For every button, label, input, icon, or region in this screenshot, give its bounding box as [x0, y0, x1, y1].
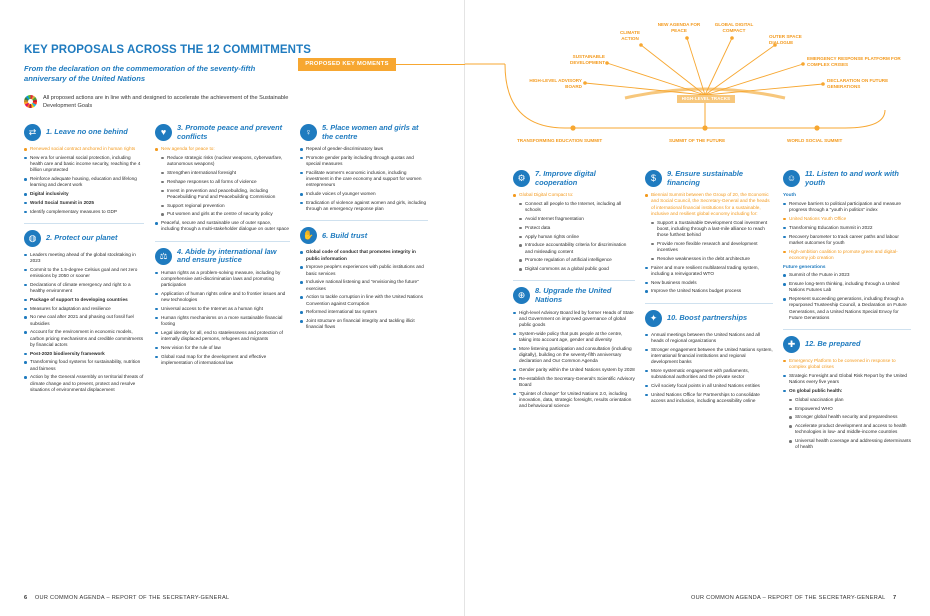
proposal-item: Reinforce adequate housing, education and lifelong learning and decent work: [24, 176, 144, 188]
network-icon: ⚙: [513, 170, 530, 187]
proposal-item: Identify complementary measures to GDP: [24, 209, 144, 215]
page-number: 6: [24, 595, 28, 601]
arc-label-advisory-board: HIGH-LEVEL ADVISORY BOARD: [529, 78, 582, 89]
proposal-item: Reformed international tax system: [300, 309, 428, 315]
proposal-item: More systematic engagement with parliaments, subnational authorities and the private sector: [645, 368, 773, 380]
commitment-title: 12. Be prepared: [805, 339, 861, 349]
proposal-item: Empowered WHO: [783, 406, 911, 412]
proposal-item: Apply human rights online: [513, 234, 635, 240]
proposal-item: New business models: [645, 280, 773, 286]
sdg-wheel-icon: [24, 95, 37, 108]
sdg-note-text: All proposed actions are in line with and designed to accelerate the achievement of the Sustainable Development Goals: [43, 95, 289, 109]
arc-label-emergency-platform: EMERGENCY RESPONSE PLATFORM FOR COMPLEX CRISES: [807, 56, 901, 67]
shuffle-icon: ⇄: [24, 124, 41, 141]
commitment-header: [645, 170, 773, 187]
commitment-title: 11. Listen to and work with youth: [805, 169, 899, 187]
proposal-item: New agenda for peace to:: [155, 146, 290, 152]
right-column-3: [783, 170, 911, 459]
commitment-header: [513, 170, 635, 187]
proposal-item: Joint structure on financial integrity and tackling illicit financial flows: [300, 318, 428, 330]
proposal-list: [513, 310, 635, 410]
handshake2-icon: ✦: [645, 310, 662, 327]
shield-icon: ✚: [783, 336, 800, 353]
proposal-item: Human rights mechanisms on a more sustainable financial footing: [155, 315, 290, 327]
proposal-item: Human rights as a problem-solving measure, including by comprehensive anti-discrimination laws and promoting participation: [155, 270, 290, 289]
footer-text: OUR COMMON AGENDA – REPORT OF THE SECRETARY-GENERAL: [691, 595, 886, 601]
proposal-item: Global Digital Compact to:: [513, 192, 635, 198]
proposal-item: Protect data: [513, 225, 635, 231]
proposal-item: Strengthen international foresight: [155, 170, 290, 176]
proposal-item: Package of support to developing countries: [24, 297, 144, 303]
proposal-item: Promote gender parity including through quotas and special measures: [300, 155, 428, 167]
proposal-list: [24, 146, 144, 215]
proposal-item: Declarations of climate emergency and right to a healthy environment: [24, 282, 144, 294]
proposal-list: [783, 358, 911, 451]
proposal-item: Repeal of gender-discriminatory laws: [300, 146, 428, 152]
proposal-item: High-level Advisory Board led by former Heads of State and Government on improved governance of global public goods: [513, 310, 635, 329]
proposal-item: Digital inclusivity: [24, 191, 144, 197]
proposal-item: Provide more flexible research and development incentives: [645, 241, 773, 253]
commitment-title: 7. Improve digital cooperation: [535, 169, 596, 187]
proposal-item: Global code of conduct that promotes integrity in public information: [300, 249, 428, 261]
ray-lines: [585, 38, 823, 95]
proposal-item: Facilitate women's economic inclusion, including investment in the care economy and support for women entrepreneurs: [300, 170, 428, 189]
high-level-tracks-label: HIGH-LEVEL TRACKS: [677, 95, 735, 103]
proposal-item: Post-2020 biodiversity framework: [24, 351, 144, 357]
proposal-item: Global vaccination plan: [783, 397, 911, 403]
commitment-header: [645, 310, 773, 327]
proposal-list: [645, 192, 773, 294]
proposal-item: Represent succeeding generations, including through a repurposed Trusteeship Council, a Declaration on Future Generations, and a United Nations Special Envoy for Future Generations: [783, 296, 911, 321]
proposal-item: On global public health:: [783, 388, 911, 394]
proposal-item: Invest in prevention and peacebuilding, including Peacebuilding Fund and Peacebuilding Commission: [155, 188, 290, 200]
globe-icon: ◍: [24, 230, 41, 247]
proposal-item: Stronger global health security and preparedness: [783, 414, 911, 420]
proposal-item: Reduce strategic risks (nuclear weapons, cyberwarfare, autonomous weapons): [155, 155, 290, 167]
proposal-item: Remove barriers to political participation and measure progress through a "youth in politics" index: [783, 201, 911, 213]
proposal-item: Ensure long-term thinking, including through a United Nations Futures Lab: [783, 281, 911, 293]
proposal-item: Transforming food systems for sustainability, nutrition and fairness: [24, 359, 144, 371]
commitment-11: [783, 170, 911, 321]
arc-label-climate-action: CLIMATE ACTION: [619, 30, 641, 41]
commitment-title: 1. Leave no one behind: [46, 127, 128, 137]
commitment-title: 5. Place women and girls at the centre: [322, 123, 419, 141]
divider: [783, 329, 911, 330]
proposal-item: Account for the environment in economic models, carbon pricing mechanisms and credible commitments by financial actors: [24, 329, 144, 348]
commitment-header: [783, 170, 911, 187]
proposal-item: Biennial Summit between the Group of 20, the Economic and Social Council, the Secretary-General and the heads of international financial institutions for a sustainable, inclusive and resilient global economy including for:: [645, 192, 773, 217]
proposal-item: Transforming Education Summit in 2022: [783, 225, 911, 231]
proposal-list: [513, 192, 635, 272]
commitment-header: [155, 248, 290, 265]
summit-education: TRANSFORMING EDUCATION SUMMIT: [517, 138, 603, 143]
proposal-item: World Social Summit in 2025: [24, 200, 144, 206]
proposal-list: [155, 270, 290, 366]
commitment-header: [155, 124, 290, 141]
commitment-7: [513, 170, 635, 272]
proposal-item: High-ambition coalition to promote green and digital-economy job creation: [783, 249, 911, 261]
commitment-4: [155, 248, 290, 366]
commitment-header: [300, 227, 428, 244]
commitment-6: [300, 227, 428, 330]
proposal-item: Inclusive national listening and "envisioning the future" exercises: [300, 279, 428, 291]
proposal-list: [645, 332, 773, 404]
commitment-title: 9. Ensure sustainable financing: [667, 169, 743, 187]
proposal-item: New vision for the rule of law: [155, 345, 290, 351]
proposal-item: Put women and girls at the centre of security policy: [155, 211, 290, 217]
proposal-item: Legal identity for all, end to statelessness and protection of internally displaced persons, refugees and migrants: [155, 330, 290, 342]
proposal-item: Action by the General Assembly on territorial threats of climate change and to prevent, protect and resolve situations of environmental displacement: [24, 374, 144, 393]
proposal-item: System-wide policy that puts people at the centre, taking into account age, gender and diversity: [513, 331, 635, 343]
footer-text: OUR COMMON AGENDA – REPORT OF THE SECRETARY-GENERAL: [34, 595, 230, 601]
divider: [24, 223, 144, 224]
proposal-item: Stronger engagement between the United Nations system, international financial institutions and regional development banks: [645, 347, 773, 366]
commitment-9: [645, 170, 773, 295]
arc-label-outer-space: OUTER SPACE DIALOGUE: [769, 34, 802, 45]
commitment-1: [24, 124, 144, 215]
proposal-list: [155, 146, 290, 232]
people-icon: ☺: [783, 170, 800, 187]
proposal-item: Improve the United Nations budget process: [645, 288, 773, 294]
proposal-list: [783, 192, 911, 321]
proposal-list: [300, 249, 428, 330]
proposal-item: No new coal after 2021 and phasing out fossil fuel subsidies: [24, 314, 144, 326]
proposal-item: Resolve weaknesses in the debt architecture: [645, 256, 773, 262]
divider: [300, 220, 428, 221]
proposal-item: Application of human rights online and to frontier issues and new technologies: [155, 291, 290, 303]
left-column-1: [24, 124, 144, 401]
page-subtitle: From the declaration on the commemoration of the seventy-fifth anniversary of the United Nations: [24, 64, 256, 83]
right-column-1: [513, 170, 635, 417]
proposal-item: Improve people's experiences with public institutions and basic services: [300, 264, 428, 276]
right-column-2: [645, 170, 773, 412]
proposal-item: New era for universal social protection, including health care and basic income security, reaching the 4 billion unprotected: [24, 155, 144, 174]
proposal-item: Universal access to the Internet as a human right: [155, 306, 290, 312]
proposal-item: Support a Sustainable Development Goal investment boost, including through a last-mile alliance to reach those furthest behind: [645, 220, 773, 239]
proposal-item: Re-establish the Secretary-General's Scientific Advisory Board: [513, 376, 635, 388]
proposal-item: Reshape responses to all forms of violence: [155, 179, 290, 185]
proposal-item: United Nations Youth Office: [783, 216, 911, 222]
coins-icon: $: [645, 170, 662, 187]
arc-label-sustainable-development: SUSTAINABLE DEVELOPMENT: [570, 54, 605, 65]
proposal-item: Include voices of younger women: [300, 191, 428, 197]
proposal-item: Summit of the Future in 2023: [783, 272, 911, 278]
proposal-item: Connect all people to the Internet, including all schools: [513, 201, 635, 213]
right-footer: [691, 595, 896, 601]
divider: [513, 280, 635, 281]
commitment-title: 2. Protect our planet: [46, 233, 118, 242]
proposal-item: Introduce accountability criteria for discrimination and misleading content: [513, 242, 635, 254]
proposal-item: Measures for adaptation and resilience: [24, 306, 144, 312]
woman-icon: ♀: [300, 124, 317, 141]
arc-label-global-digital-compact: GLOBAL DIGITAL COMPACT: [714, 22, 754, 33]
proposal-item: Leaders meeting ahead of the global stocktaking in 2023: [24, 252, 144, 264]
proposal-item: Support regional prevention: [155, 203, 290, 209]
commitment-3: [155, 124, 290, 233]
proposed-key-moments-connector: [396, 64, 465, 65]
proposal-item: Fairer and more resilient multilateral trading system, including a reinvigorated WTO: [645, 265, 773, 277]
commitment-title: 3. Promote peace and prevent conflicts: [177, 123, 283, 141]
proposal-item: More listening participation and consultation (including digitally), building on the seventy-fifth anniversary declaration and Our Common Agenda: [513, 346, 635, 365]
proposal-item: Global road map for the development and effective implementation of international law: [155, 354, 290, 366]
proposed-key-moments-label: PROPOSED KEY MOMENTS: [298, 58, 396, 71]
un-emblem-icon: ⊕: [513, 287, 530, 304]
proposal-item: Annual meetings between the United Nations and all heads of regional organizations: [645, 332, 773, 344]
summit-marker: [814, 125, 819, 130]
proposal-item: Commit to the 1.5-degree Celsius goal and net zero emissions by 2050 or sooner: [24, 267, 144, 279]
proposal-list: [300, 146, 428, 212]
dove-icon: ♥: [155, 124, 172, 141]
proposal-item: Avoid Internet fragmentation: [513, 216, 635, 222]
commitment-8: [513, 287, 635, 409]
page-title: KEY PROPOSALS ACROSS THE 12 COMMITMENTS: [24, 44, 311, 56]
commitment-header: [513, 287, 635, 304]
proposal-item: Digital commons as a global public good: [513, 266, 635, 272]
commitment-5: [300, 124, 428, 212]
commitment-title: 6. Build trust: [322, 230, 368, 240]
arc-label-future-generations: DECLARATION ON FUTURE GENERATIONS: [827, 78, 889, 89]
commitment-title: 8. Upgrade the United Nations: [535, 286, 612, 304]
summit-social: WORLD SOCIAL SUMMIT: [787, 138, 843, 143]
commitment-header: [24, 230, 144, 247]
proposal-item: Eradication of violence against women and girls, including through an emergency response plan: [300, 200, 428, 212]
left-column-3: [300, 124, 428, 339]
proposal-item: Future generations: [783, 263, 826, 269]
proposal-item: Gender parity within the United Nations system by 2028: [513, 367, 635, 373]
proposal-item: Accelerate product development and access to health technologies in low- and middle-income countries: [783, 423, 911, 435]
summit-marker: [570, 125, 575, 130]
proposal-item: United Nations Office for Partnerships to consolidate access and inclusion, including accessibility online: [645, 392, 773, 404]
proposal-item: Universal health coverage and addressing determinants of health: [783, 438, 911, 450]
commitment-header: [783, 336, 911, 353]
scales-icon: ⚖: [155, 248, 172, 265]
proposal-item: Civil society focal points in all United Nations entities: [645, 383, 773, 389]
proposal-item: Renewed social contract anchored in human rights: [24, 146, 144, 152]
commitment-10: [645, 310, 773, 404]
proposal-item: "Quintet of change" for United Nations 2.0, including innovation, data, strategic foresight, results orientation and behavioural science: [513, 391, 635, 410]
commitment-title: 4. Abide by international law and ensure justice: [177, 246, 277, 265]
commitment-2: [24, 230, 144, 393]
proposal-list: [24, 252, 144, 393]
proposal-item: Promote regulation of artificial intelligence: [513, 257, 635, 263]
proposal-item: Recovery barometer to track career paths and labour market outcomes for youth: [783, 234, 911, 246]
sdg-note: [24, 95, 304, 110]
divider: [645, 303, 773, 304]
proposal-item: Youth: [783, 192, 796, 198]
handshake-icon: ✋: [300, 227, 317, 244]
proposal-item: Emergency Platform to be convened in response to complex global crises: [783, 358, 911, 370]
commitment-header: [24, 124, 144, 141]
divider: [155, 241, 290, 242]
commitment-12: [783, 336, 911, 451]
proposal-item: Strategic Foresight and Global Risk Report by the United Nations every five years: [783, 373, 911, 385]
commitment-header: [300, 124, 428, 141]
page-number: 7: [892, 595, 897, 601]
arc-label-new-agenda-peace: NEW AGENDA FOR PEACE: [657, 22, 701, 33]
proposal-item: Peaceful, secure and sustainable use of outer space, including through a multi-stakeholder dialogue on outer space: [155, 220, 290, 232]
left-column-2: [155, 124, 290, 374]
commitment-title: 10. Boost partnerships: [667, 312, 748, 322]
proposal-item: Action to tackle corruption in line with the United Nations Convention against Corruption: [300, 294, 428, 306]
summit-future: SUMMIT OF THE FUTURE: [669, 138, 726, 143]
left-footer: [24, 595, 229, 601]
right-page: [465, 0, 930, 616]
